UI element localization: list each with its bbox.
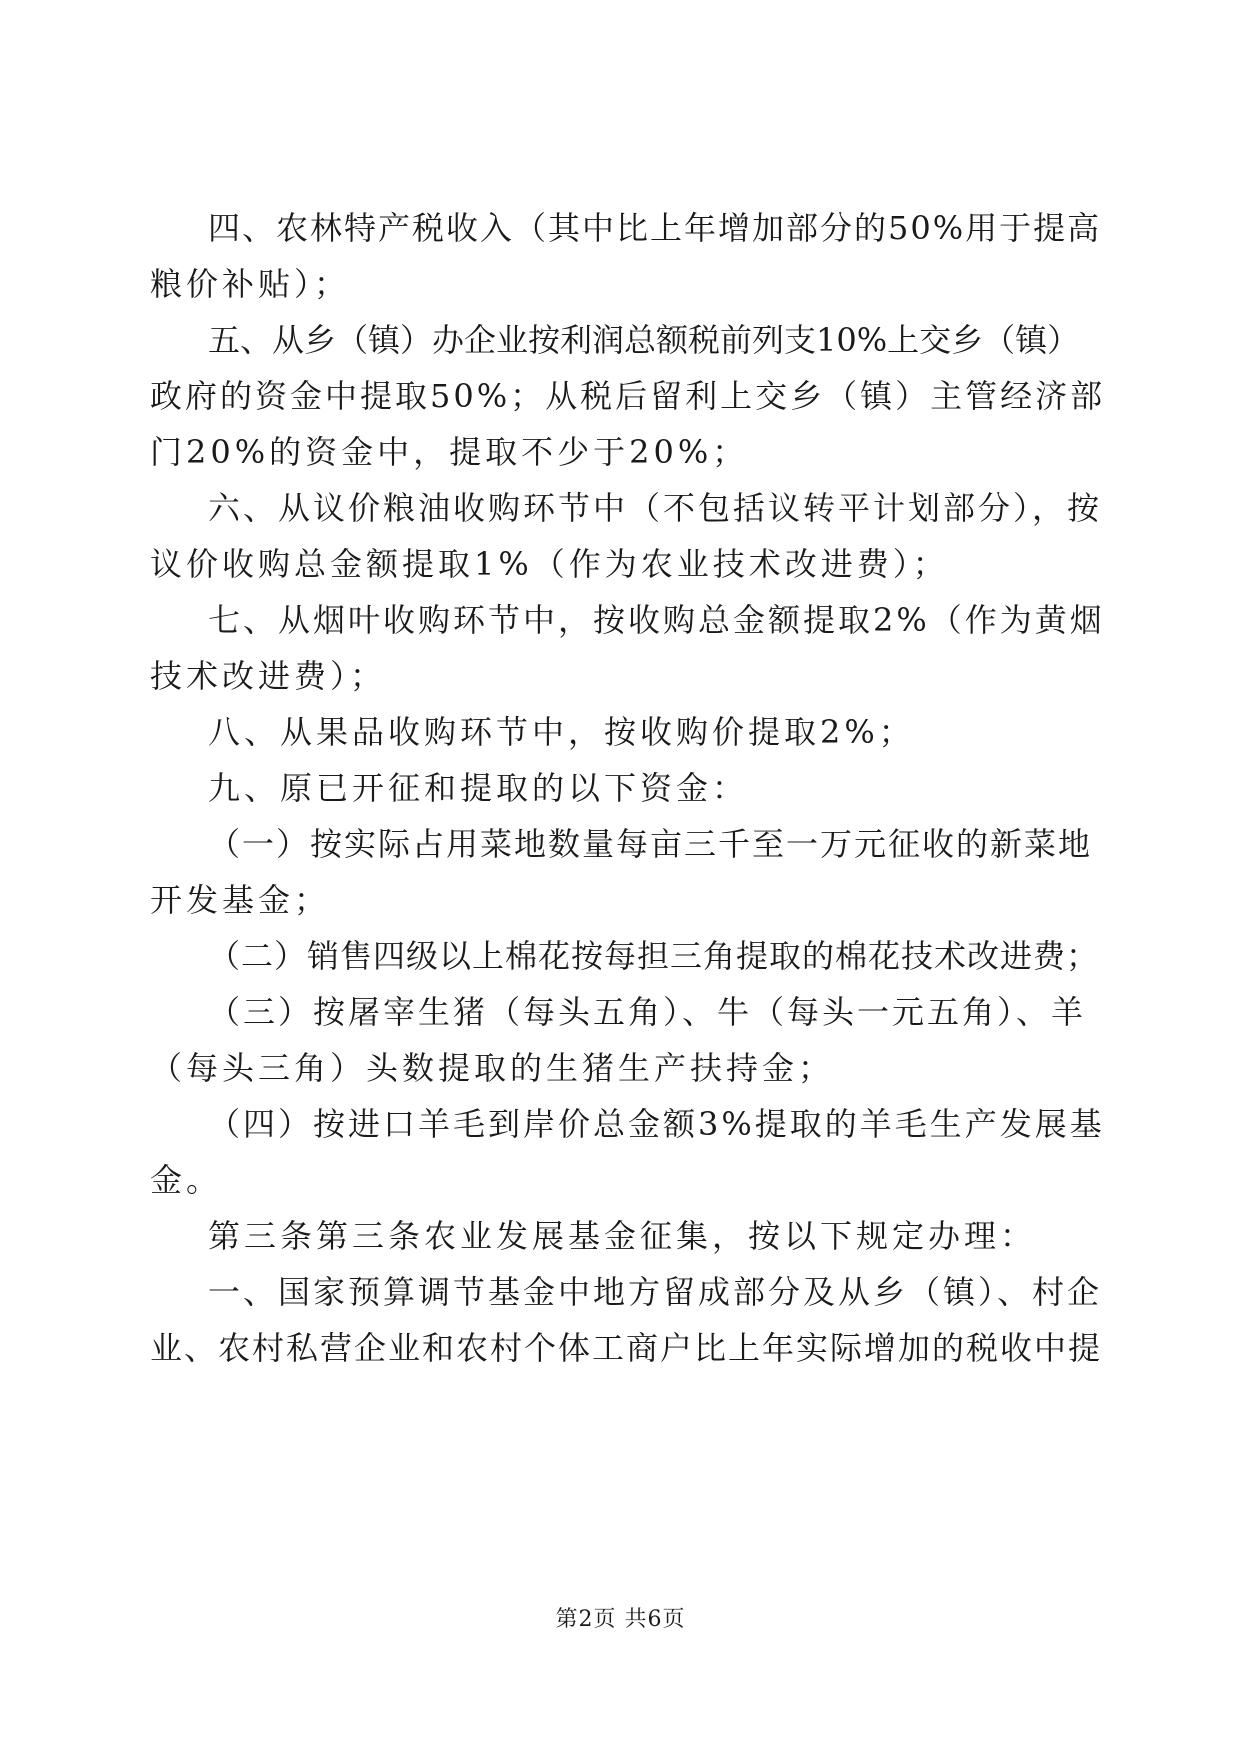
text-line: 门20%的资金中，提取不少于20%； (150, 433, 749, 471)
text-line: 九、原已开征和提取的以下资金： (208, 769, 749, 807)
text-line: （二）销售四级以上棉花按每担三角提取的棉花技术改进费； (208, 937, 1100, 975)
text-line: 开发基金； (150, 881, 331, 919)
text-line: （四）按进口羊毛到岸价总金额3%提取的羊毛生产发展基 (208, 1105, 1105, 1143)
text-line: 技术改进费）； (150, 657, 387, 695)
text-line: 政府的资金中提取50%；从税后留利上交乡（镇）主管经济部 (150, 377, 1106, 415)
text-line: 第三条第三条农业发展基金征集，按以下规定办理： (208, 1217, 1037, 1255)
text-line: （每头三角）头数提取的生猪生产扶持金； (150, 1049, 835, 1087)
text-line: 粮价补贴）； (150, 265, 351, 303)
page-number-footer: 第2页 共6页 (555, 1607, 686, 1632)
text-line: 六、从议价粮油收购环节中（不包括议转平计划部分），按 (208, 489, 1103, 527)
text-line: 四、农林特产税收入（其中比上年增加部分的50%用于提高 (208, 209, 1102, 247)
text-line: 一、国家预算调节基金中地方留成部分及从乡（镇）、村企 (208, 1273, 1103, 1311)
text-line: （三）按屠宰生猪（每头五角）、牛（每头一元五角）、羊 (208, 993, 1087, 1031)
text-line: 七、从烟叶收购环节中，按收购总金额提取2%（作为黄烟 (208, 601, 1105, 639)
text-line: 业、农村私营企业和农村个体工商户比上年实际增加的税收中提 (150, 1329, 1103, 1367)
text-line: 八、从果品收购环节中，按收购价提取2%； (208, 713, 915, 751)
text-line: 议价收购总金额提取1%（作为农业技术改进费）； (150, 545, 949, 583)
text-line: （一）按实际占用菜地数量每亩三千至一万元征收的新菜地 (208, 825, 1093, 863)
text-line: 金。 (150, 1161, 223, 1199)
text-line: 五、从乡（镇）办企业按利润总额税前列支10%上交乡（镇） (208, 321, 1080, 359)
